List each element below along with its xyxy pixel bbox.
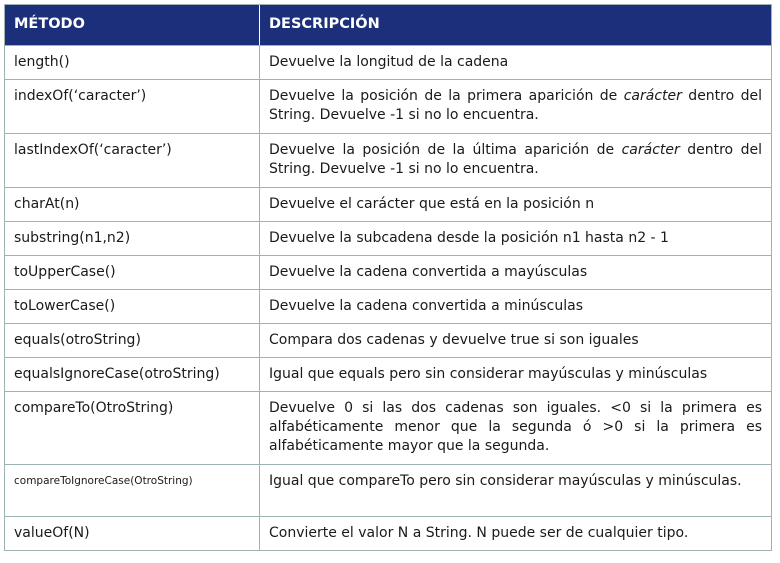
method-cell: lastIndexOf(‘caracter’) [5,134,260,187]
table-row [5,221,771,255]
header-description: DESCRIPCIÓN [269,16,380,32]
method-cell: compareToIgnoreCase(OtroString) [5,465,260,516]
description-cell: Igual que compareTo pero sin considerar mayúsculas y minúsculas. [269,473,742,489]
table-row [5,255,771,289]
table-row [5,45,771,79]
table-row [5,289,771,323]
string-methods-table [4,4,772,551]
table-row [5,187,771,221]
table-header-row [5,5,771,45]
table-row [5,323,771,357]
method-cell: compareTo(OtroString) [5,392,260,464]
method-cell: toLowerCase() [5,290,260,323]
table-row [5,516,771,550]
method-cell: equalsIgnoreCase(otroString) [5,358,260,391]
table-row [5,357,771,391]
description-cell: Devuelve la cadena convertida a mayúsculas [269,264,588,280]
method-cell: charAt(n) [5,188,260,221]
table-row [5,464,771,516]
description-cell: Devuelve la longitud de la cadena [269,54,509,70]
description-cell: Convierte el valor N a String. N puede ser de cualquier tipo. [269,525,689,541]
method-cell: equals(otroString) [5,324,260,357]
method-cell: valueOf(N) [5,517,260,550]
description-cell: Igual que equals pero sin considerar mayúsculas y minúsculas [269,366,708,382]
description-cell: Devuelve la subcadena desde la posición n1 hasta n2 - 1 [269,230,669,246]
table-row [5,391,771,464]
table-row [5,133,771,187]
description-cell: Devuelve el carácter que está en la posición n [269,196,595,212]
description-cell: Devuelve la posición de la última aparición de carácter dentro del String. Devuelve -1 si no lo encuentra. [269,142,763,177]
table-row [5,79,771,133]
method-cell: toUpperCase() [5,256,260,289]
header-method: MÉTODO [5,5,260,45]
description-cell: Compara dos cadenas y devuelve true si son iguales [269,332,639,348]
description-cell: Devuelve la posición de la primera aparición de carácter dentro del String. Devuelve -1 si no lo encuentra. [269,88,762,123]
description-cell: Devuelve 0 si las dos cadenas son iguales. <0 si la primera es alfabéticamente menor que la segunda ó >0 si la primera es alfabéticamente mayor que la segunda. [269,400,762,454]
method-cell: substring(n1,n2) [5,222,260,255]
description-cell: Devuelve la cadena convertida a minúsculas [269,298,584,314]
method-cell: indexOf(‘caracter’) [5,80,260,133]
method-cell: length() [5,46,260,79]
